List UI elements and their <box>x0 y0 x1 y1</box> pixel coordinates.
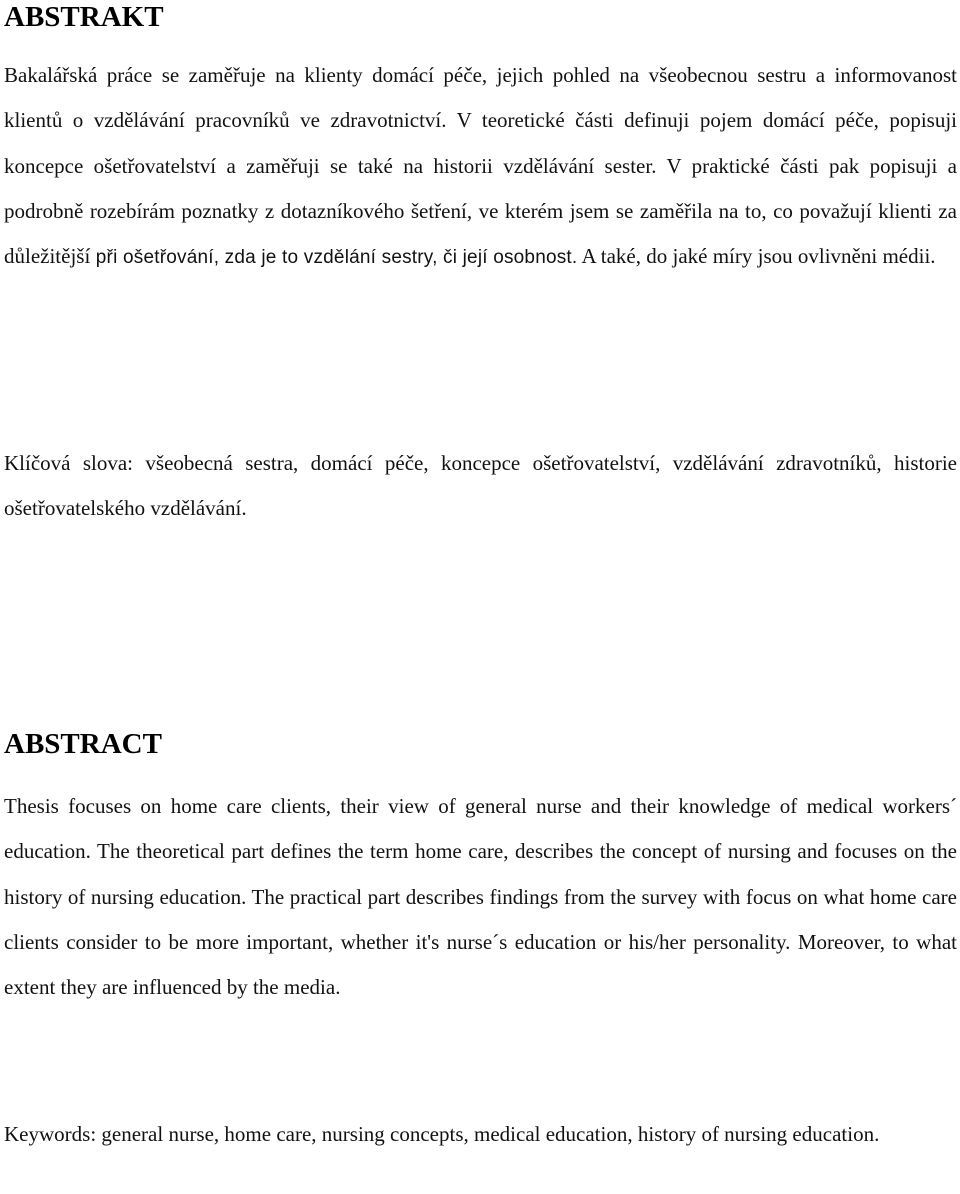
abstract-english-paragraph: Thesis focuses on home care clients, their view of general nurse and their knowledge of medical workers´ education. The theoretical part defines the term home care, describes the concept of nursing and focuses on the history of nursing education. The practical part describes findings from the survey with focus on what home care clients consider to be more important, whether it's nurse´s education or his/her personality. Moreover, to what extent they are influenced by the media. <box>4 794 957 1000</box>
abstract-czech-paragraph <box>4 53 957 280</box>
abstract-czech-text-part3: při ošetřování, zda je to vzdělání sestry, či její osobnost. <box>90 247 578 269</box>
abstract-czech-text-part2: V praktické části pak popisuji a podrobně rozebírám poznatky z dotazníkového šetření, ve kterém jsem se zaměřila na to, co považují klienti za důležitější <box>4 153 957 269</box>
abstract-czech-text-part4: A také, do jaké míry jsou ovlivněni médii. <box>577 244 936 269</box>
abstract-english-heading: ABSTRACT <box>4 728 162 760</box>
abstract-czech-text-part1: Bakalářská práce se zaměřuje na klienty domácí péče, jejich pohled na všeobecnou sestru a informovanost klientů o vzdělávání pracovníků ve zdravotnictví. V teoretické části definuji pojem domácí péče, popisuji koncepce ošetřovatelství a zaměřuji se také na historii vzdělávání sester. <box>4 63 957 178</box>
abstract-czech-heading: ABSTRAKT <box>4 1 164 33</box>
keywords-english: Keywords: general nurse, home care, nursing concepts, medical education, history of nursing education. <box>4 1122 880 1146</box>
keywords-czech: Klíčová slova: všeobecná sestra, domácí péče, koncepce ošetřovatelství, vzdělávání zdravotníků, historie ošetřovatelského vzdělávání. <box>4 451 957 521</box>
